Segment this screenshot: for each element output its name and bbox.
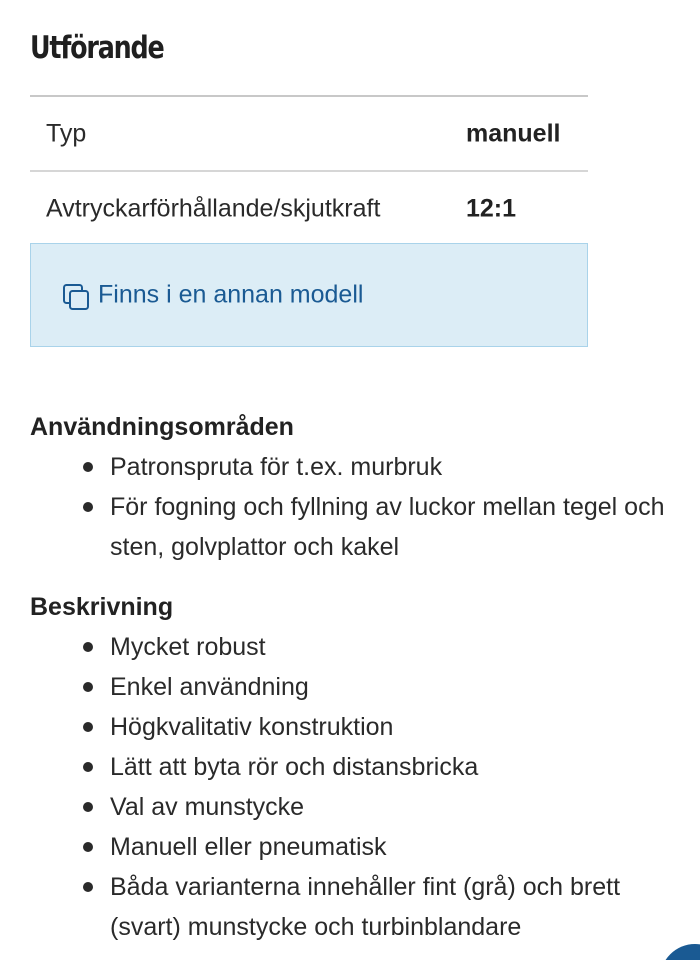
floating-action-button[interactable] (660, 944, 700, 960)
usage-section (30, 407, 690, 567)
list-item (30, 827, 690, 867)
bullet-icon (83, 722, 93, 732)
other-model-box[interactable] (30, 243, 588, 347)
bullet-icon (83, 642, 93, 652)
list-item (30, 747, 690, 787)
list-item-text: Mycket robust (110, 633, 266, 661)
bullet-icon (83, 502, 93, 512)
list-item (30, 707, 690, 747)
list-item (30, 787, 690, 827)
usage-heading: Användningsområden (30, 413, 294, 441)
spec-label: Typ (46, 119, 87, 147)
list-item-text: Patronspruta för t.ex. murbruk (110, 453, 443, 481)
bullet-icon (83, 842, 93, 852)
bullet-icon (83, 762, 93, 772)
list-item (30, 627, 690, 667)
description-heading: Beskrivning (30, 593, 174, 621)
spec-table (30, 95, 588, 247)
bullet-icon (83, 882, 93, 892)
section-title: Utförande (30, 30, 164, 66)
bullet-icon (83, 462, 93, 472)
list-item (30, 667, 690, 707)
spec-value: manuell (466, 119, 561, 147)
list-item-text: Högkvalitativ konstruktion (110, 713, 394, 741)
list-item-text: Manuell eller pneumatisk (110, 833, 387, 861)
list-item (30, 487, 690, 567)
list-item-text: Lätt att byta rör och distansbricka (110, 753, 479, 781)
list-item-text: Båda varianterna innehåller fint (grå) och brett (svart) munstycke och turbinblandare (110, 873, 621, 941)
list-item-text: Enkel användning (110, 673, 309, 701)
description-list (30, 627, 690, 947)
list-item-text: Val av munstycke (110, 793, 305, 821)
spec-row-typ (30, 97, 588, 172)
list-item-text: För fogning och fyllning av luckor mellan tegel och sten, golvplattor och kakel (110, 493, 665, 561)
bullet-icon (83, 802, 93, 812)
spec-label: Avtryckarförhållande/skjutkraft (46, 194, 381, 222)
spec-row-ratio (30, 172, 588, 247)
copy-icon (62, 283, 92, 313)
usage-list (30, 447, 690, 567)
floating-button-circle (660, 944, 700, 960)
list-item (30, 447, 690, 487)
bullet-icon (83, 682, 93, 692)
list-item (30, 867, 690, 947)
description-section (30, 587, 690, 947)
other-model-link[interactable]: Finns i en annan modell (98, 280, 364, 309)
spec-value: 12:1 (466, 194, 517, 222)
